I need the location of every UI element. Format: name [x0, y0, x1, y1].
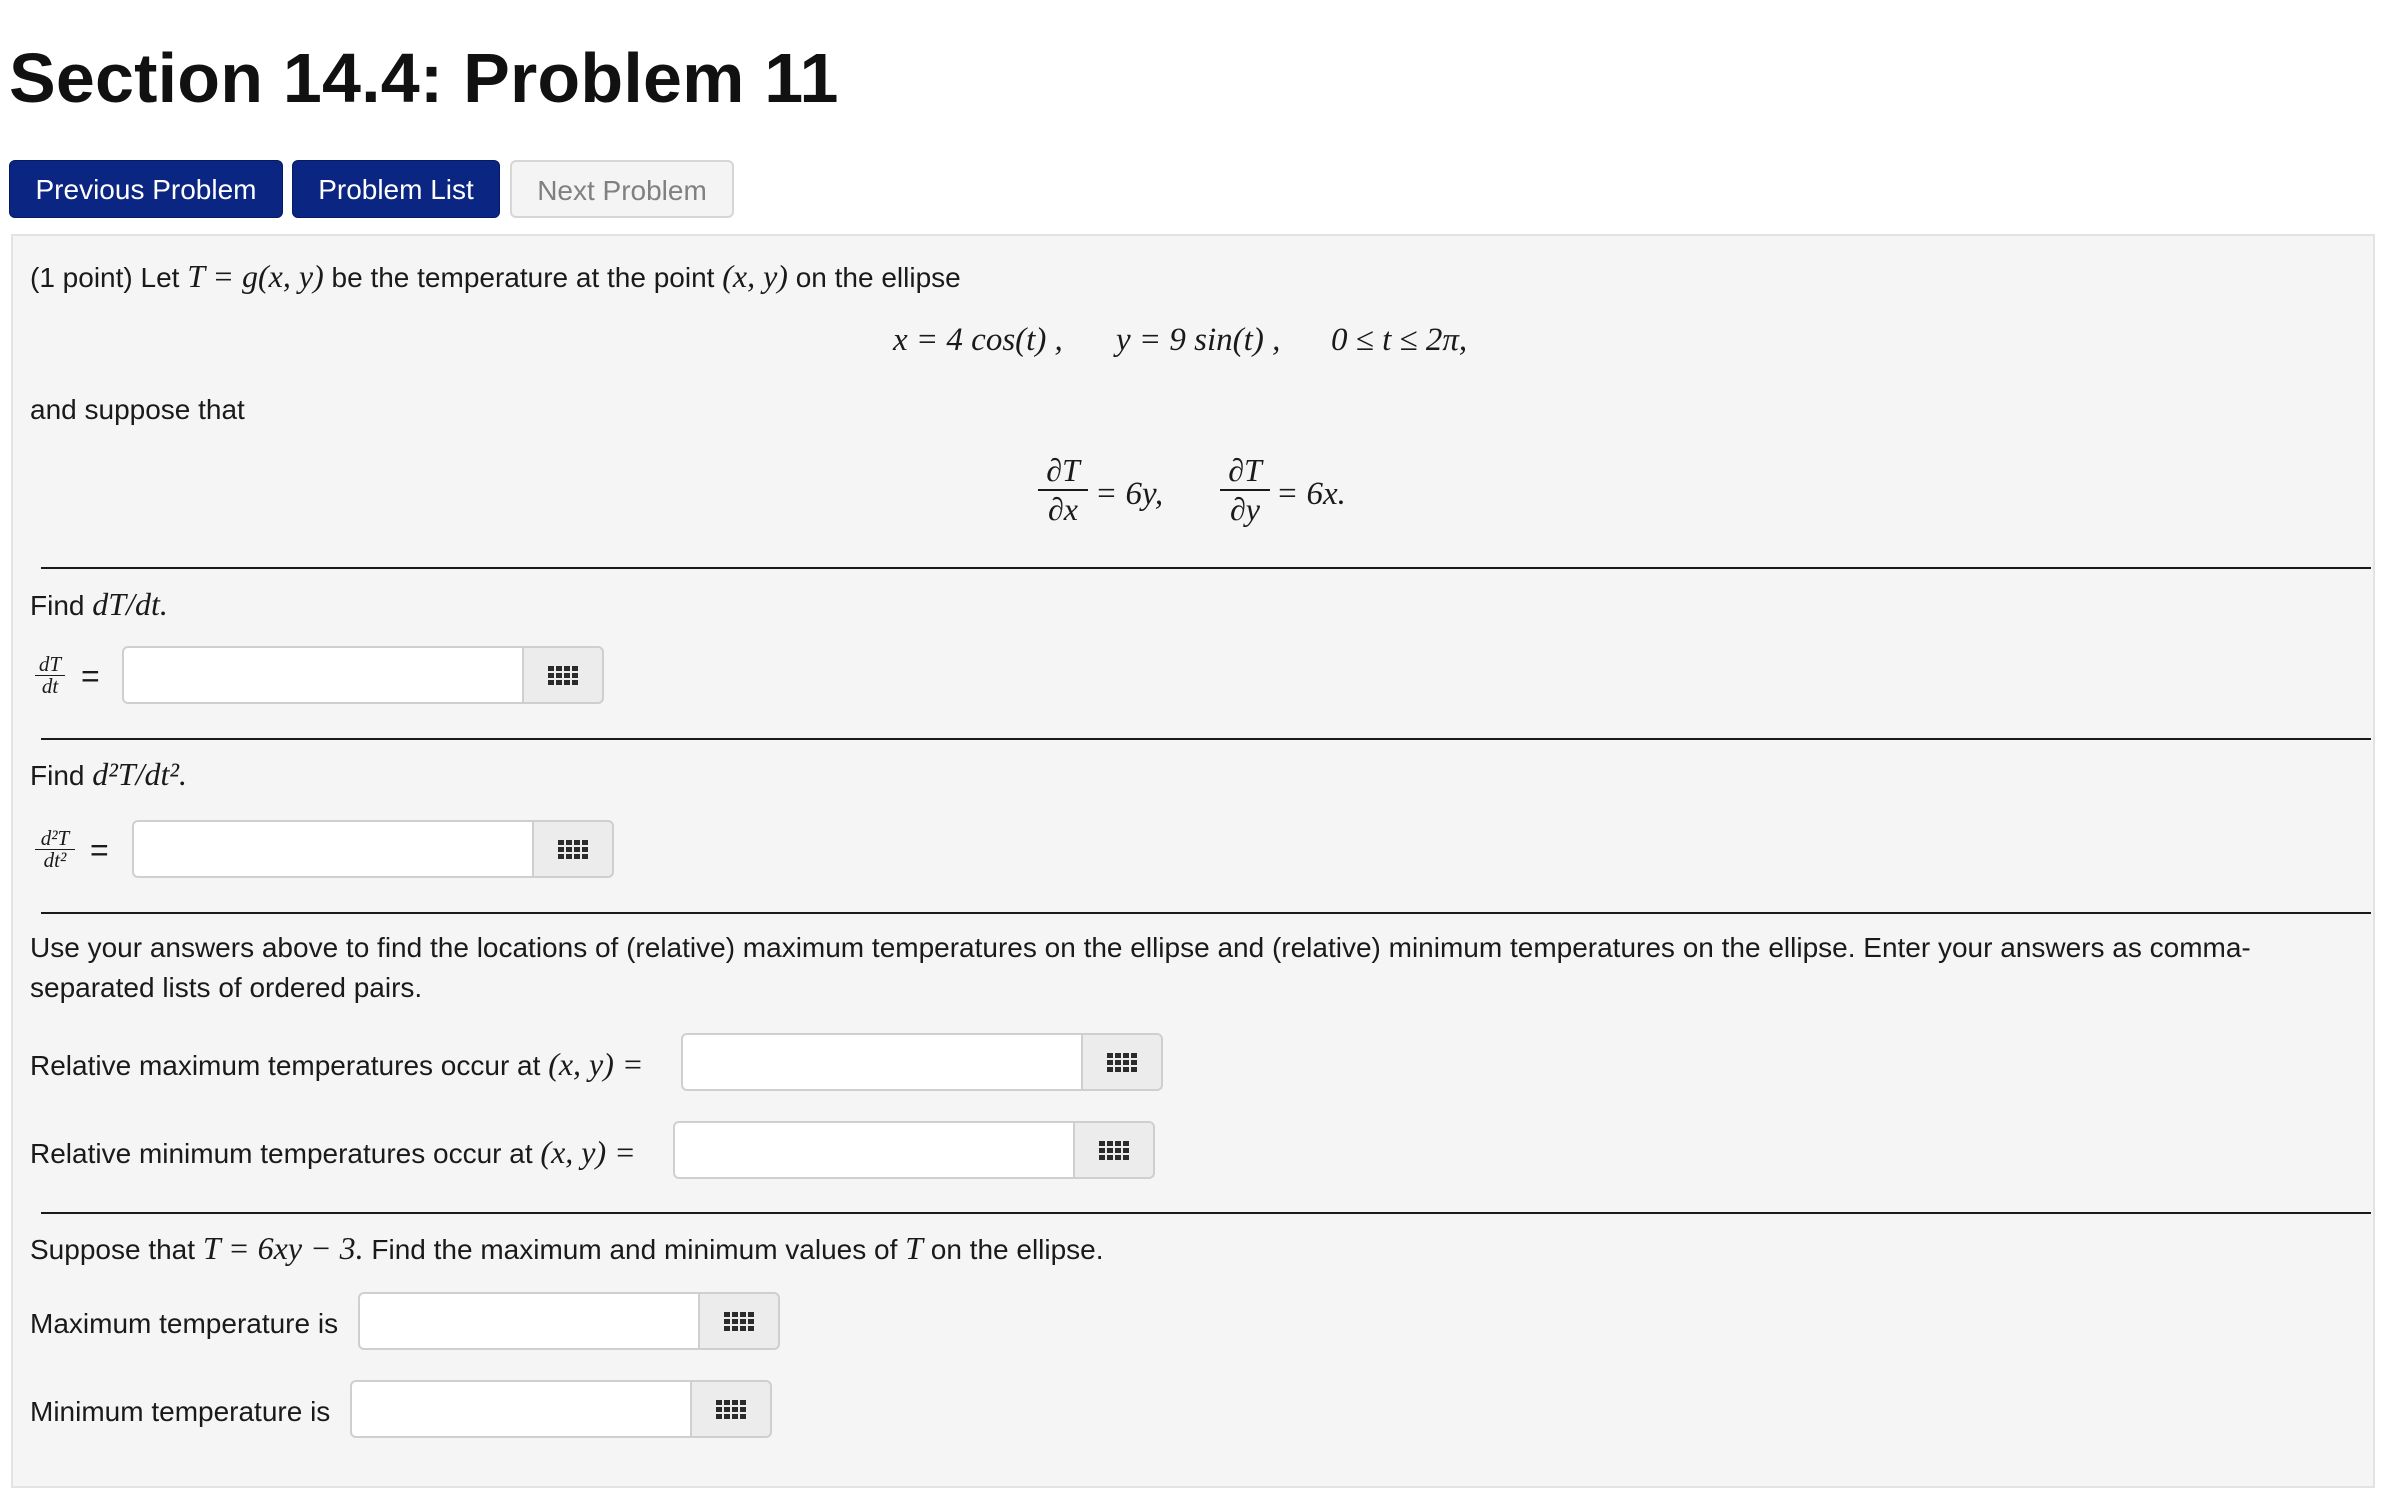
instructions-line-2: separated lists of ordered pairs. [30, 972, 423, 1003]
grid-icon [558, 840, 588, 859]
suppose2-mid: Find the maximum and minimum values of [371, 1234, 898, 1265]
answer-input-1[interactable] [122, 646, 524, 704]
find1-math: dT/dt. [92, 586, 168, 622]
min-label: Minimum temperature is [30, 1396, 331, 1427]
lhs2-num: d²T [40, 826, 70, 850]
problem-panel [11, 234, 2375, 1488]
find-d2Tdt2 [30, 756, 187, 793]
find2-math: d²T/dt². [92, 756, 188, 792]
find2-prefix: Find [30, 760, 85, 791]
dTdy-rhs: = 6x. [1276, 476, 1346, 512]
grid-icon [724, 1312, 754, 1331]
param-t: 0 ≤ t ≤ 2π, [1331, 322, 1468, 358]
equation-editor-button-3[interactable] [1083, 1033, 1163, 1091]
relmax-xy: (x, y) = [548, 1046, 644, 1082]
equation-editor-button-2[interactable] [534, 820, 614, 878]
answer-input-6[interactable] [350, 1380, 692, 1438]
dTdy-den: ∂y [1229, 491, 1260, 527]
param-x: x = 4 cos(t) , [893, 322, 1063, 358]
answer-input-2[interactable] [132, 820, 534, 878]
grid-icon [1107, 1053, 1137, 1072]
equation-editor-button-5[interactable] [700, 1292, 780, 1350]
max-label: Maximum temperature is [30, 1308, 339, 1339]
relmax-text: Relative maximum temperatures occur at [30, 1050, 541, 1081]
divider [41, 567, 2371, 569]
lhs1-equals: = [81, 658, 100, 694]
relmin-xy: (x, y) = [540, 1134, 636, 1170]
intro-text [30, 258, 961, 295]
relmin-text: Relative minimum temperatures occur at [30, 1138, 533, 1169]
dTdy-fraction [1220, 452, 1270, 528]
suppose-text: and suppose that [30, 394, 245, 425]
next-problem-button: Next Problem [510, 160, 734, 218]
lhs2-equals: = [90, 832, 109, 868]
suppose2-end: on the ellipse. [930, 1234, 1104, 1265]
page-title: Section 14.4: Problem 11 [9, 39, 839, 117]
find1-prefix: Find [30, 590, 85, 621]
previous-problem-button[interactable]: Previous Problem [9, 160, 283, 218]
answer-input-5[interactable] [358, 1292, 700, 1350]
grid-icon [548, 666, 578, 685]
divider [41, 912, 2371, 914]
dTdx-num: ∂T [1046, 452, 1080, 488]
points-label: (1 point) Let [30, 262, 180, 293]
suppose2-prefix: Suppose that [30, 1234, 196, 1265]
intro-mid: be the temperature at the point [331, 262, 715, 293]
lhs1-fraction [35, 654, 65, 697]
grid-icon [1099, 1141, 1129, 1160]
answer-input-3[interactable] [681, 1033, 1083, 1091]
suppose2-T: T [905, 1230, 923, 1266]
param-y: y = 9 sin(t) , [1116, 322, 1281, 358]
suppose2-text [30, 1230, 1104, 1267]
answer-input-4[interactable] [673, 1121, 1075, 1179]
grid-icon [716, 1400, 746, 1419]
eq-point: (x, y) [722, 258, 788, 294]
instructions-line-1: Use your answers above to find the locations of (relative) maximum temperatures on the ellipse and (relative) minimum temperatures on the ellipse. Enter your answers as comma- [30, 932, 2251, 963]
intro-end: on the ellipse [795, 262, 961, 293]
divider [41, 738, 2371, 740]
divider [41, 1212, 2371, 1214]
lhs2-den: dt² [43, 848, 67, 872]
lhs1-num: dT [38, 652, 62, 676]
relmin-label [30, 1134, 636, 1171]
equation-editor-button-4[interactable] [1075, 1121, 1155, 1179]
dTdy-num: ∂T [1228, 452, 1262, 488]
lhs2-fraction [35, 828, 75, 871]
problem-list-button[interactable]: Problem List [292, 160, 500, 218]
dTdx-den: ∂x [1047, 491, 1078, 527]
lhs1-den: dt [41, 674, 59, 698]
relmax-label [30, 1046, 644, 1083]
suppose2-math: T = 6xy − 3. [202, 1230, 364, 1266]
dTdx-fraction [1038, 452, 1088, 528]
dTdx-rhs: = 6y, [1095, 476, 1164, 512]
equation-editor-button-1[interactable] [524, 646, 604, 704]
eq-T: T = g(x, y) [187, 258, 324, 294]
find-dTdt [30, 586, 168, 623]
equation-editor-button-6[interactable] [692, 1380, 772, 1438]
